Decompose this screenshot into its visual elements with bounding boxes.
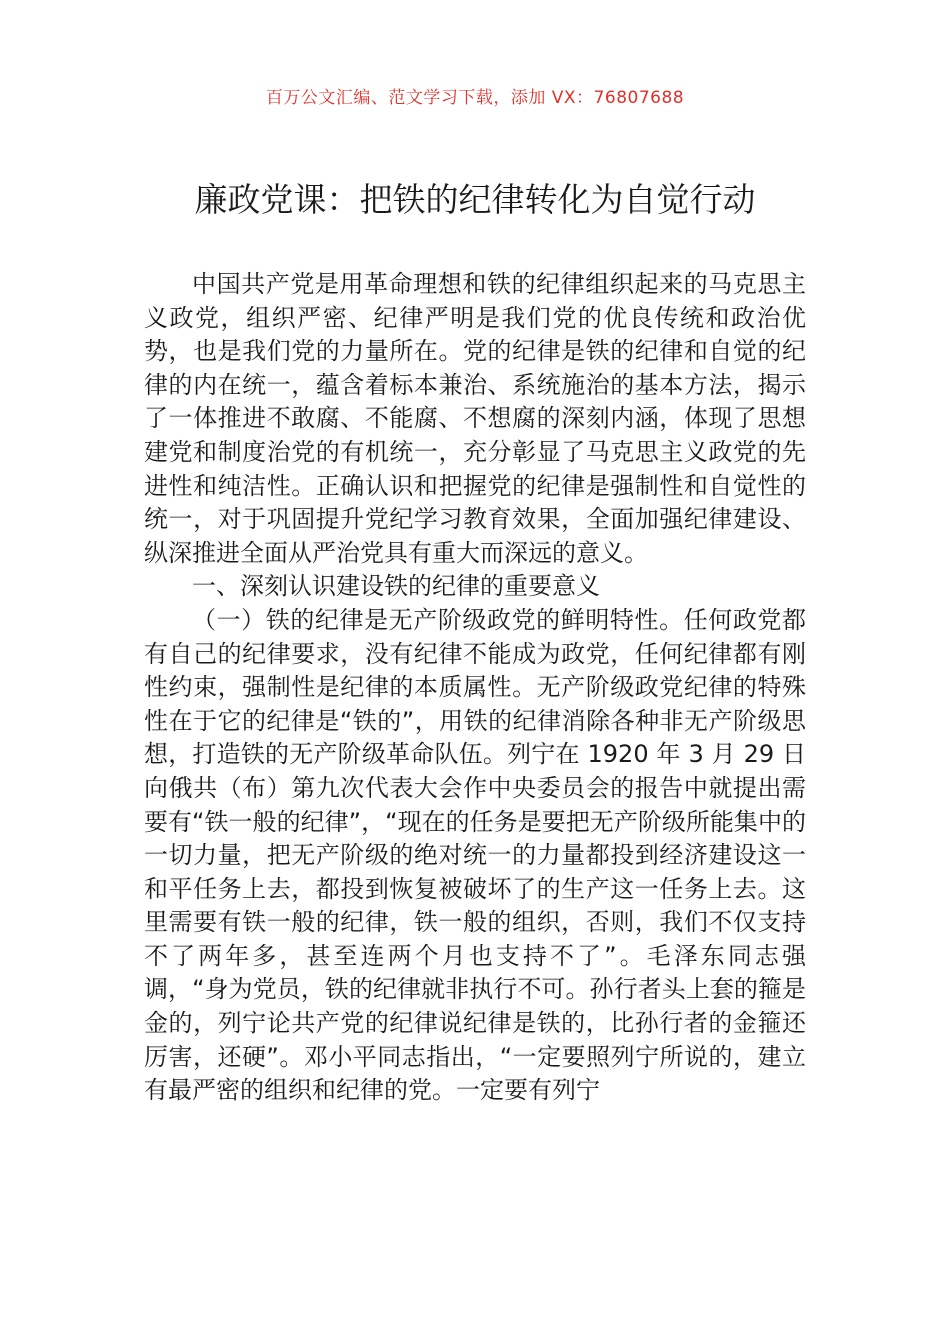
document-title: 廉政党课：把铁的纪律转化为自觉行动 [194,180,756,219]
header-notice: 百万公文汇编、范文学习下载，添加 VX：76807688 [265,88,685,108]
subsection-paragraph: （一）铁的纪律是无产阶级政党的鲜明特性。任何政党都有自己的纪律要求，没有纪律不能成为政党，任何纪律都有刚性约束，强制性是纪律的本质属性。无产阶级政党纪律的特殊性在于它的纪律是“铁的”，用铁的纪律消除各种非无产阶级思想，打造铁的无产阶级革命队伍。列宁在 1920 年 3 月 29 日向俄共（布）第九次代表大会作中央委员会的报告中就提出需要有“铁一般的纪律”，“现在的任务是要把无产阶级所能集中的一切力量，把无产阶级的绝对统一的力量都投到经济建设这一和平任务上去，都投到恢复被破坏了的生产这一任务上去。这里需要有铁一般的纪律，铁一般的组织，否则，我们不仅支持不了两年多，甚至连两个月也支持不了”。毛泽东同志强调，“身为党员，铁的纪律就非执行不可。孙行者头上套的箍是金的，列宁论共产党的纪律说纪律是铁的，比孙行者的金箍还厉害，还硬”。邓小平同志指出，“一定要照列宁所说的，建立有最严密的组织和纪律的党。一定要有列宁 [144,605,806,1105]
document-body [144,268,806,1108]
section-heading: 一、深刻认识建设铁的纪律的重要意义 [192,572,600,601]
intro-paragraph: 中国共产党是用革命理想和铁的纪律组织起来的马克思主义政党，组织严密、纪律严明是我们党的优良传统和政治优势，也是我们党的力量所在。党的纪律是铁的纪律和自觉的纪律的内在统一，蕴含着标本兼治、系统施治的基本方法，揭示了一体推进不敢腐、不能腐、不想腐的深刻内涵，体现了思想建党和制度治党的有机统一，充分彰显了马克思主义政党的先进性和纯洁性。正确认识和把握党的纪律是强制性和自觉性的统一，对于巩固提升党纪学习教育效果，全面加强纪律建设、纵深推进全面从严治党具有重大而深远的意义。 [144,270,806,567]
